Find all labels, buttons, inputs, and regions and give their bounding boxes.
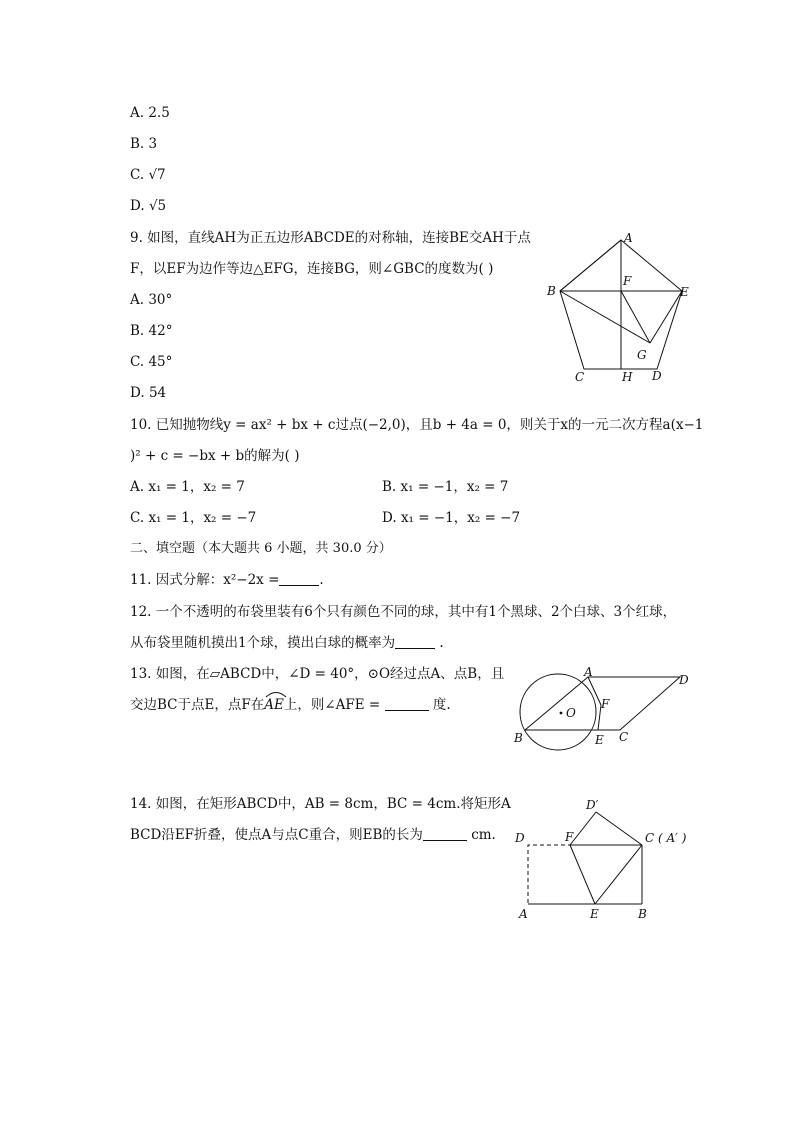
circle-o	[520, 674, 596, 750]
q9-option-b: B. 42°	[130, 323, 173, 339]
q12-stem-line1: 12. 一个不透明的布袋里装有6个只有颜色不同的球，其中有1个黑球、2个白球、3个红球，	[130, 604, 677, 620]
q14-answer-blank[interactable]	[423, 826, 467, 841]
label-g: G	[637, 348, 647, 362]
q13-stem-line1: 13. 如图，在▱ABCD中，∠D = 40°，⊙O经过点A、点B，且	[130, 666, 505, 682]
label-e: E	[595, 733, 604, 747]
q8-option-b: B. 3	[130, 136, 158, 152]
label-b: B	[638, 907, 647, 921]
q12-stem-line2: 从布袋里随机摸出1个球，摸出白球的概率为 .	[130, 635, 444, 651]
segment-fdp	[570, 812, 596, 845]
label-e: E	[590, 907, 599, 921]
q9-option-c: C. 45°	[130, 354, 173, 370]
label-e: E	[680, 285, 689, 299]
arc-mark	[264, 690, 288, 698]
label-a: A	[584, 665, 593, 679]
q9-stem-line2: F，以EF为边作等边△EFG，连接BG，则∠GBC的度数为( )	[130, 261, 494, 277]
label-a: A	[519, 907, 528, 921]
q14-stem-line1: 14. 如图，在矩形ABCD中，AB = 8cm，BC = 4cm.将矩形A	[130, 796, 511, 812]
label-d: D	[679, 673, 689, 687]
q9-pentagon-figure	[540, 228, 700, 388]
q9-stem-line1: 9. 如图，直线AH为正五边形ABCDE的对称轴，连接BE交AH于点	[130, 230, 531, 246]
segment-dpc	[596, 812, 642, 845]
q10-option-d: D. x₁ = −1，x₂ = −7	[382, 510, 521, 526]
segment-fg	[621, 291, 650, 343]
center-o	[560, 712, 563, 715]
label-d: D	[515, 831, 525, 845]
label-b: B	[514, 731, 523, 745]
q9-option-a: A. 30°	[130, 292, 173, 308]
q11-stem: 11. 因式分解：x²−2x = .	[130, 572, 324, 588]
section-title: 二、填空题（本大题共 6 小题，共 30.0 分）	[130, 541, 392, 556]
q10-option-b: B. x₁ = −1，x₂ = 7	[382, 479, 509, 495]
q11-answer-blank[interactable]	[279, 571, 319, 586]
label-f: F	[601, 697, 610, 711]
q8-option-d: D. √5	[130, 198, 167, 214]
dashed-ad-dc	[528, 845, 642, 904]
segment-ec	[595, 845, 642, 904]
q14-rectangle-figure	[510, 795, 720, 925]
label-b: B	[547, 284, 556, 298]
label-d-prime: D′	[586, 798, 599, 812]
q10-option-c: C. x₁ = 1，x₂ = −7	[130, 510, 257, 526]
label-f: F	[623, 274, 632, 288]
label-a: A	[624, 231, 633, 245]
segment-eg	[650, 291, 682, 343]
q10-stem-line1: 10. 已知抛物线y = ax² + bx + c过点(−2,0)，且b + 4a = 0，则关于x的一元二次方程a(x−1	[130, 417, 704, 433]
label-c: C	[619, 730, 629, 744]
q8-option-c: C. √7	[130, 167, 166, 183]
label-c: C	[575, 370, 585, 384]
label-c-a-prime: C ( A′ )	[645, 831, 687, 845]
q9-option-d: D. 54	[130, 385, 167, 401]
fold-ef	[570, 845, 595, 904]
q8-option-a: A. 2.5	[130, 105, 170, 121]
segment-ba	[560, 240, 621, 291]
q10-option-a: A. x₁ = 1，x₂ = 7	[130, 479, 245, 495]
label-d: D	[652, 369, 662, 383]
label-o: O	[566, 706, 576, 720]
q13-circle-figure	[505, 660, 705, 750]
label-f: F	[565, 830, 574, 844]
q10-stem-line2: )² + c = −bx + b的解为( )	[130, 448, 300, 464]
q13-answer-blank[interactable]	[385, 696, 429, 711]
label-h: H	[622, 370, 633, 384]
q13-stem-line2: 交边BC于点E，点F在 AE上，则∠AFE = 度.	[130, 696, 451, 714]
q12-answer-blank[interactable]	[395, 634, 435, 649]
q14-stem-line2: BCD沿EF折叠，使点A与点C重合，则EB的长为 cm.	[130, 827, 496, 843]
